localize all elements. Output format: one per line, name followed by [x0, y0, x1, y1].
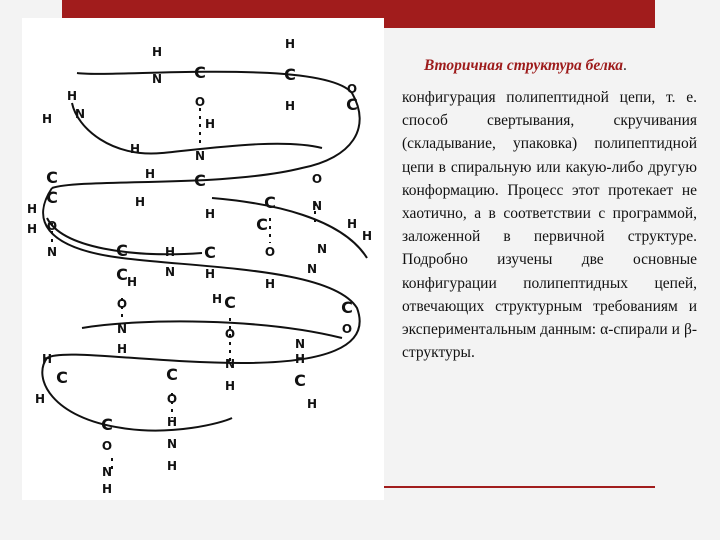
atom-label-h: H: [41, 112, 53, 126]
atom-label-c: C: [284, 65, 296, 84]
atom-label-h: H: [101, 482, 113, 496]
slide-title-period: .: [623, 57, 627, 74]
atom-label-c: C: [194, 63, 206, 82]
atom-label-h: H: [66, 89, 78, 103]
atom-label-o: O: [346, 82, 358, 96]
atom-label-c: C: [101, 415, 113, 434]
atom-label-n: N: [46, 245, 58, 259]
slide-title-text: Вторичная структура белка: [424, 57, 623, 74]
atom-label-c: C: [264, 193, 276, 212]
atom-label-n: N: [306, 262, 318, 276]
atom-label-c: C: [341, 298, 353, 317]
atom-label-h: H: [129, 142, 141, 156]
atom-label-h: H: [126, 275, 138, 289]
atom-label-h: H: [346, 217, 358, 231]
atom-label-o: O: [46, 219, 58, 233]
atom-label-n: N: [164, 265, 176, 279]
slide-body-text: конфигурация полипептидной цепи, т. е. способ свертывания, скручивания (складывание, упаковка) полипептидной цепи в спиральную или какую-либо другую конформацию. Процесс этот протекает не хаотично, а в соответствии с программой, заложенной в первичной структуре. Подробно изучены две основные конфигурации полипептидных цепей, отвечающих структурным требованиям и экспериментальным данным: α-спирали и β-структуры.: [402, 89, 697, 362]
atom-label-n: N: [166, 437, 178, 451]
atom-label-c: C: [116, 265, 128, 284]
atom-label-o: O: [311, 172, 323, 186]
atom-label-h: H: [166, 459, 178, 473]
atom-label-o: O: [166, 392, 178, 406]
atom-label-h: H: [166, 415, 178, 429]
atom-label-c: C: [46, 168, 58, 187]
atom-label-c: C: [346, 95, 358, 114]
atom-label-h: H: [204, 117, 216, 131]
atom-label-n: N: [116, 322, 128, 336]
hydrogen-bonds: [52, 108, 318, 473]
atom-label-h: H: [134, 195, 146, 209]
atom-label-n: N: [316, 242, 328, 256]
atom-label-h: H: [41, 352, 53, 366]
atom-label-o: O: [224, 327, 236, 341]
atom-label-h: H: [204, 207, 216, 221]
atom-label-c: C: [294, 371, 306, 390]
atom-label-o: O: [116, 297, 128, 311]
atom-label-c: C: [224, 293, 236, 312]
atom-label-n: N: [311, 199, 323, 213]
alpha-helix-diagram: [22, 18, 384, 500]
atom-label-h: H: [34, 392, 46, 406]
atom-label-h: H: [361, 229, 373, 243]
atom-label-c: C: [204, 243, 216, 262]
atom-label-h: H: [264, 277, 276, 291]
atom-label-h: H: [294, 352, 306, 366]
atom-label-c: C: [56, 368, 68, 387]
atom-label-c: C: [194, 171, 206, 190]
atom-label-n: N: [194, 149, 206, 163]
atom-label-h: H: [306, 397, 318, 411]
atom-label-n: N: [101, 465, 113, 479]
atom-label-h: H: [284, 37, 296, 51]
slide-title: [424, 57, 694, 75]
atom-label-o: O: [264, 245, 276, 259]
atom-label-c: C: [116, 241, 128, 260]
atom-label-n: N: [294, 337, 306, 351]
atom-label-h: H: [164, 245, 176, 259]
atom-label-h: H: [211, 292, 223, 306]
atom-label-h: H: [151, 45, 163, 59]
bottom-accent-line: [384, 486, 655, 488]
atom-label-h: H: [144, 167, 156, 181]
atom-label-n: N: [151, 72, 163, 86]
atom-label-c: C: [166, 365, 178, 384]
atom-label-o: O: [101, 439, 113, 453]
atom-label-o: O: [341, 322, 353, 336]
atom-label-h: H: [26, 202, 38, 216]
atom-label-h: H: [224, 379, 236, 393]
atom-label-n: N: [74, 107, 86, 121]
atom-label-c: C: [46, 188, 58, 207]
atom-label-h: H: [204, 267, 216, 281]
atom-label-h: H: [26, 222, 38, 236]
atom-label-n: N: [224, 357, 236, 371]
atom-label-h: H: [116, 342, 128, 356]
atom-label-o: O: [194, 95, 206, 109]
atom-label-c: C: [256, 215, 268, 234]
atom-label-h: H: [284, 99, 296, 113]
